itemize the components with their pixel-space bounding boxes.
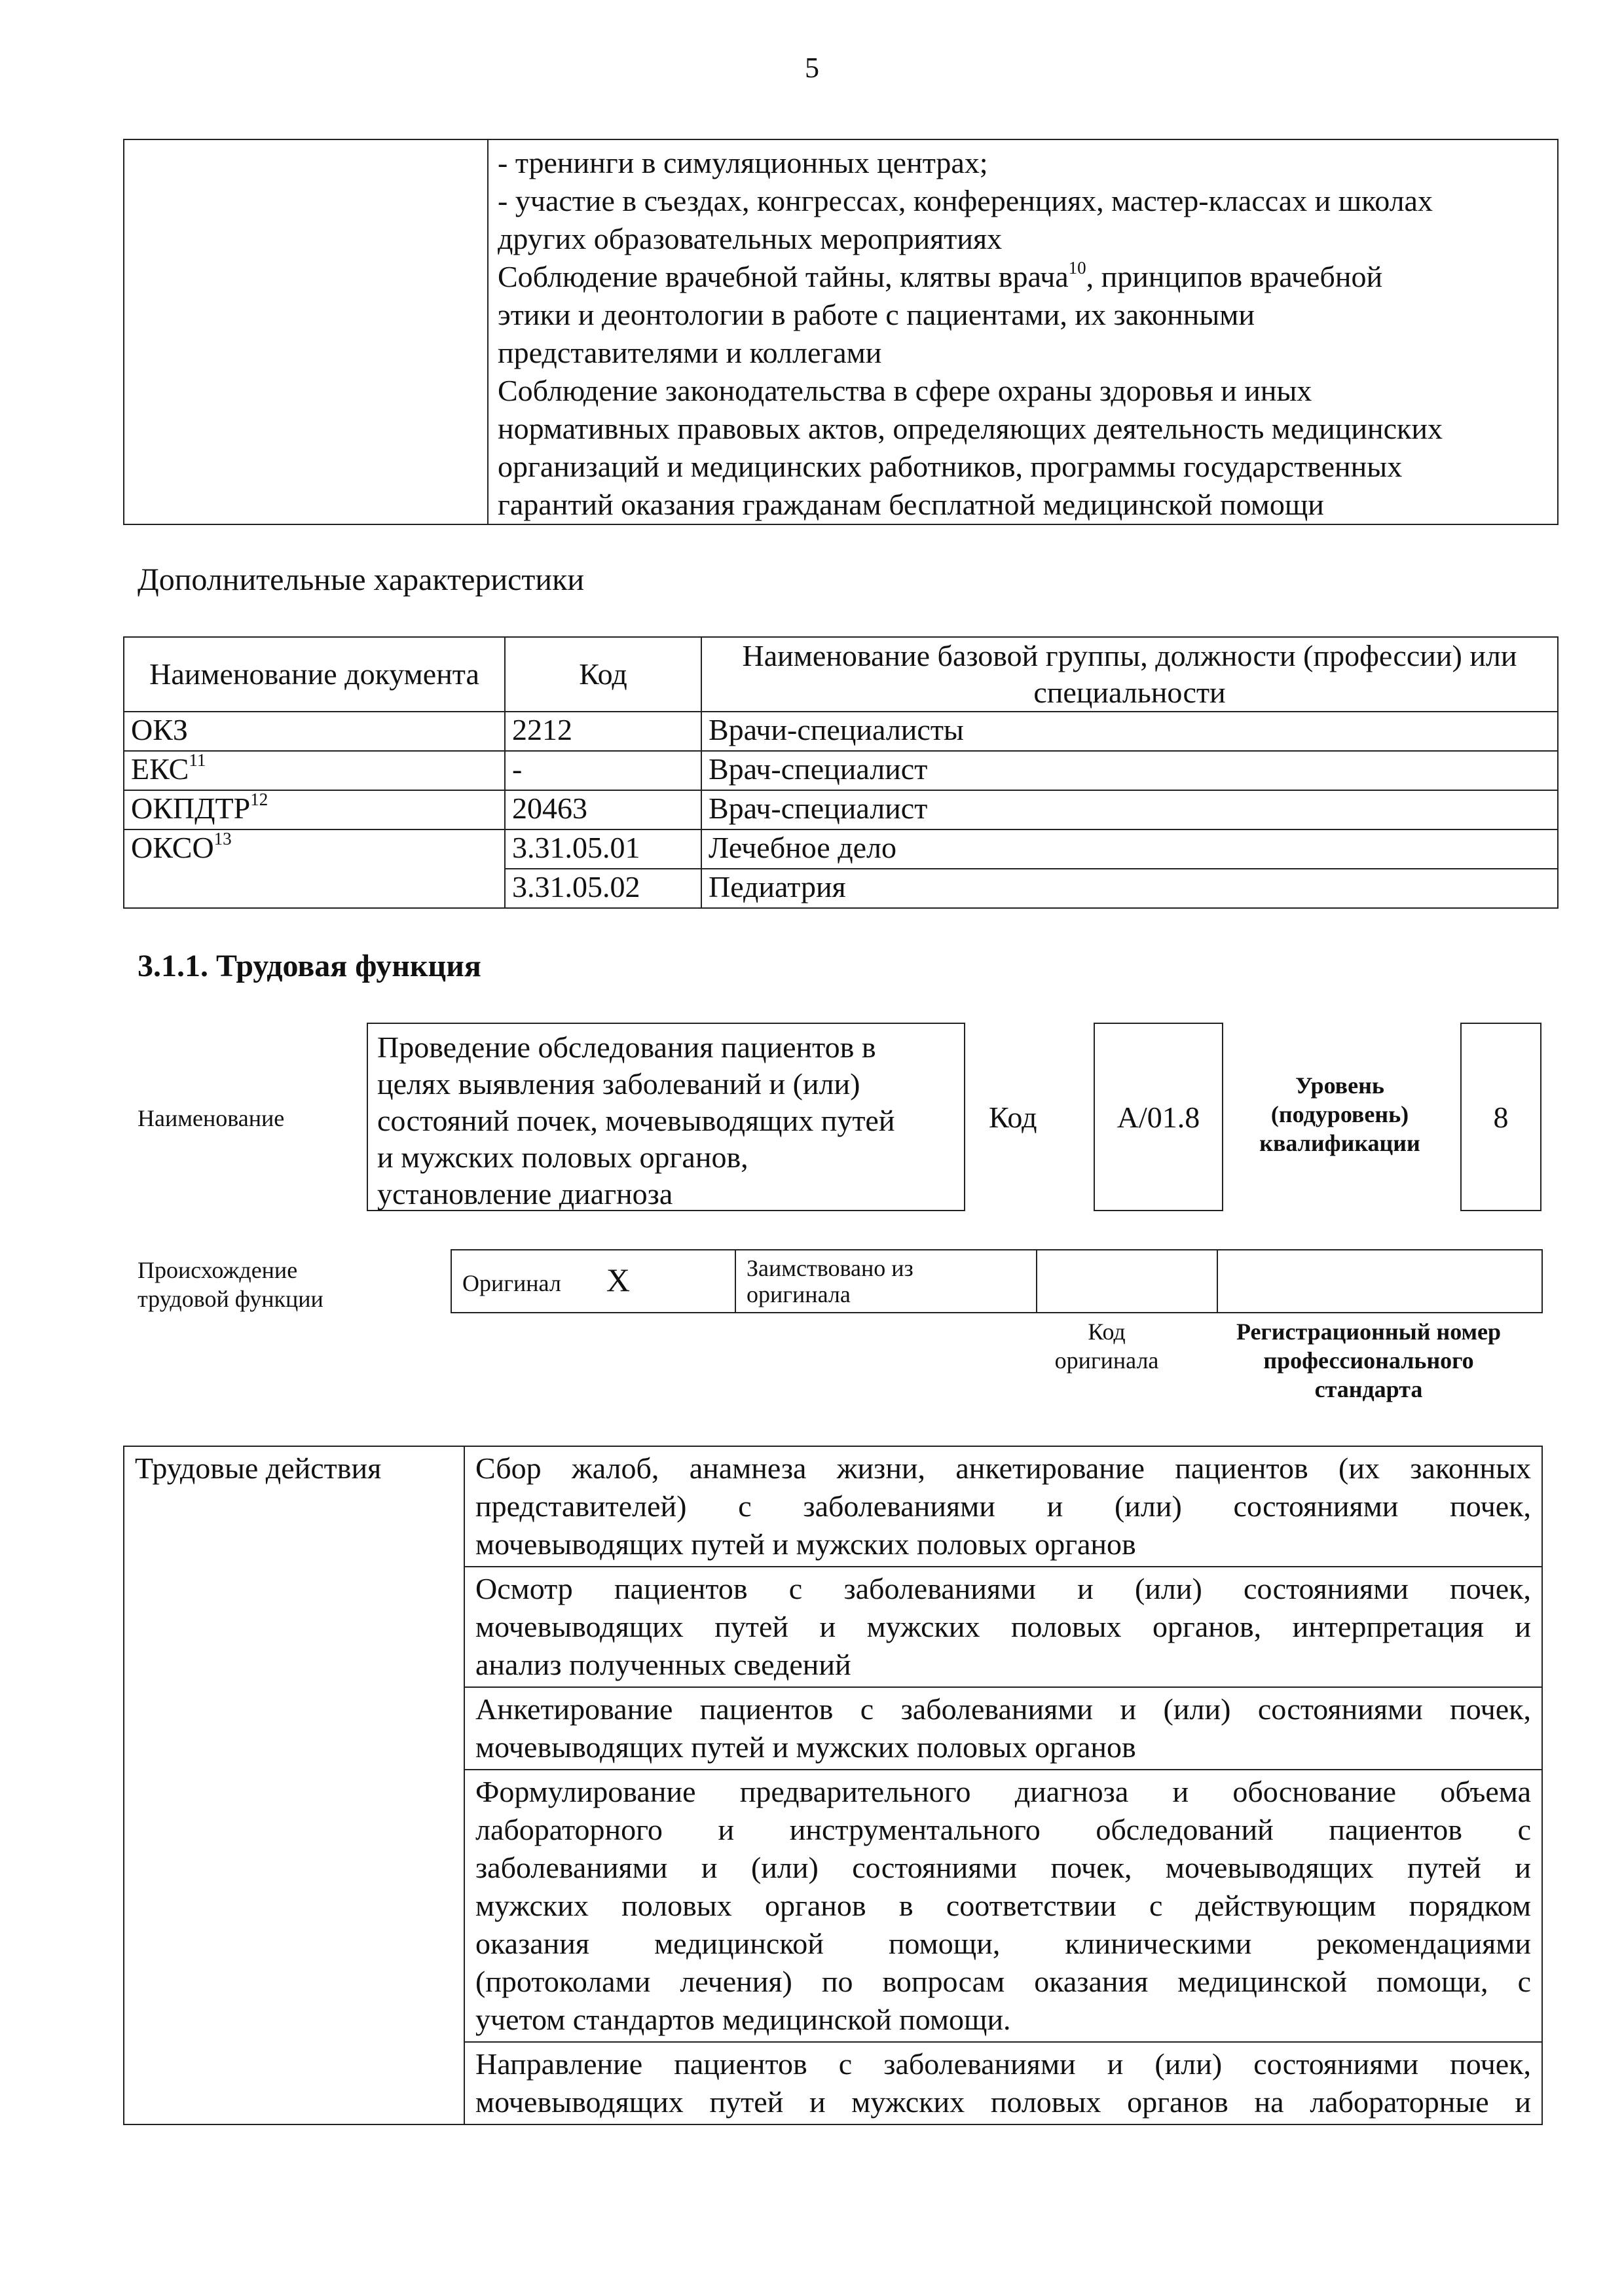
labor-actions-table xyxy=(123,1446,1543,2125)
original-code-cell xyxy=(1037,1250,1217,1313)
table-row xyxy=(124,1446,1542,1567)
action-cell: Анкетирование пациентов с заболеваниями и (или) состояниями почек, мочевыводящих путей и мужских половых органов xyxy=(464,1687,1542,1770)
text-line: Соблюдение врачебной тайны, клятвы врача$^{10}$, принципов врачебной xyxy=(498,257,1383,293)
action-cell: Сбор жалоб, анамнеза жизни, анкетирование пациентов (их законных представителей) с заболеваниями и (или) состояниями почек, мочевыводящих путей и мужских половых органов xyxy=(464,1446,1542,1567)
name-cell: Врач-специалист xyxy=(701,790,1558,829)
reg-number-caption: Регистрационный номер профессионального стандарта xyxy=(1236,1319,1502,1402)
name-cell: Лечебное дело xyxy=(701,829,1558,869)
code-cell: - xyxy=(505,751,701,790)
footnote-ref: 10 xyxy=(1068,257,1086,278)
level-label: Уровень (подуровень) квалификации xyxy=(1259,1072,1420,1156)
code-cell: 2212 xyxy=(505,712,701,751)
function-heading: 3.1.1. Трудовая функция xyxy=(138,949,481,983)
table-row xyxy=(451,1250,1542,1313)
footnote-ref: 13 xyxy=(213,828,232,848)
table-row xyxy=(124,139,1558,524)
text-line: и мужских половых органов, xyxy=(377,1140,748,1174)
table-row xyxy=(124,751,1558,790)
original-cell: Оригинал X xyxy=(451,1250,735,1313)
text-line: - тренинги в симуляционных центрах; xyxy=(498,146,988,179)
footnote-ref: 11 xyxy=(189,750,206,770)
table-row xyxy=(124,829,1558,869)
code-cell: 3.31.05.02 xyxy=(505,869,701,908)
header-cell: Код xyxy=(505,637,701,712)
code-label: Код xyxy=(989,1101,1037,1134)
text-line: целях выявления заболеваний и (или) xyxy=(377,1067,860,1101)
text-line: установление диагноза xyxy=(377,1177,673,1211)
action-cell: Направление пациентов с заболеваниями и (или) состояниями почек, мочевыводящих путей и мужских половых органов на лабораторные и xyxy=(464,2042,1542,2124)
text-line: организаций и медицинских работников, программы государственных xyxy=(498,450,1403,483)
borrowed-cell: Заимствовано из оригинала xyxy=(735,1250,1037,1313)
level-value-box: 8 xyxy=(1460,1023,1541,1211)
code-cell: 3.31.05.01 xyxy=(505,829,701,869)
doc-cell: ОКЗ xyxy=(124,712,505,751)
characteristics-table xyxy=(123,636,1559,909)
name-label: Наименование xyxy=(138,1105,285,1131)
name-cell: Педиатрия xyxy=(701,869,1558,908)
empty-cell xyxy=(124,139,488,524)
original-code-caption: Код оригинала xyxy=(1054,1319,1159,1374)
table-row xyxy=(124,712,1558,751)
continuation-table xyxy=(123,139,1559,525)
code-value-box: A/01.8 xyxy=(1094,1023,1223,1211)
table-row xyxy=(124,790,1558,829)
text-line: представителями и коллегами xyxy=(498,336,882,369)
section-heading: Дополнительные характеристики xyxy=(138,562,585,597)
doc-cell: ОКСО$^{13}$ xyxy=(124,829,505,908)
labor-actions-label: Трудовые действия xyxy=(124,1446,464,2124)
original-mark: X xyxy=(606,1261,630,1298)
text-line: Проведение обследования пациентов в xyxy=(377,1030,876,1064)
origin-table xyxy=(451,1249,1543,1313)
doc-cell: ОКПДТР$^{12}$ xyxy=(124,790,505,829)
text-line: гарантий оказания гражданам бесплатной медицинской помощи xyxy=(498,488,1324,521)
doc-cell: ЕКС$^{11}$ xyxy=(124,751,505,790)
function-name-box xyxy=(367,1023,965,1211)
text-line: нормативных правовых актов, определяющих деятельность медицинских xyxy=(498,412,1443,445)
action-cell: Осмотр пациентов с заболеваниями и (или) состояниями почек, мочевыводящих путей и мужских половых органов, интерпретация и анализ полученных сведений xyxy=(464,1567,1542,1687)
text-line: Соблюдение законодательства в сфере охраны здоровья и иных xyxy=(498,374,1312,407)
text-line: - участие в съездах, конгрессах, конференциях, мастер-классах и школах xyxy=(498,184,1433,217)
action-cell: Формулирование предварительного диагноза и обоснование объема лабораторного и инструментального обследований пациентов с заболеваниями и (или) состояниями почек, мочевыводящих путей и мужских половых органов в соответствии с действующим порядком оказания медицинской помощи, клиническими рекомендациями (протоколами лечения) по вопросам оказания медицинской помощи, с учетом стандартов медицинской помощи. xyxy=(464,1770,1542,2042)
header-cell: Наименование базовой группы, должности (профессии) или специальности xyxy=(701,637,1558,712)
page-number: 5 xyxy=(805,52,819,84)
text-line: этики и деонтологии в работе с пациентами, их законными xyxy=(498,298,1255,331)
footnote-ref: 12 xyxy=(250,789,268,809)
origin-label: Происхождение трудовой функции xyxy=(138,1257,323,1312)
text-line: состояний почек, мочевыводящих путей xyxy=(377,1104,895,1137)
reg-number-cell xyxy=(1217,1250,1542,1313)
code-cell: 20463 xyxy=(505,790,701,829)
name-cell: Врачи-специалисты xyxy=(701,712,1558,751)
text-line: других образовательных мероприятиях xyxy=(498,222,1003,255)
header-cell: Наименование документа xyxy=(124,637,505,712)
table-header-row xyxy=(124,637,1558,712)
requirements-cell xyxy=(488,139,1558,524)
name-cell: Врач-специалист xyxy=(701,751,1558,790)
